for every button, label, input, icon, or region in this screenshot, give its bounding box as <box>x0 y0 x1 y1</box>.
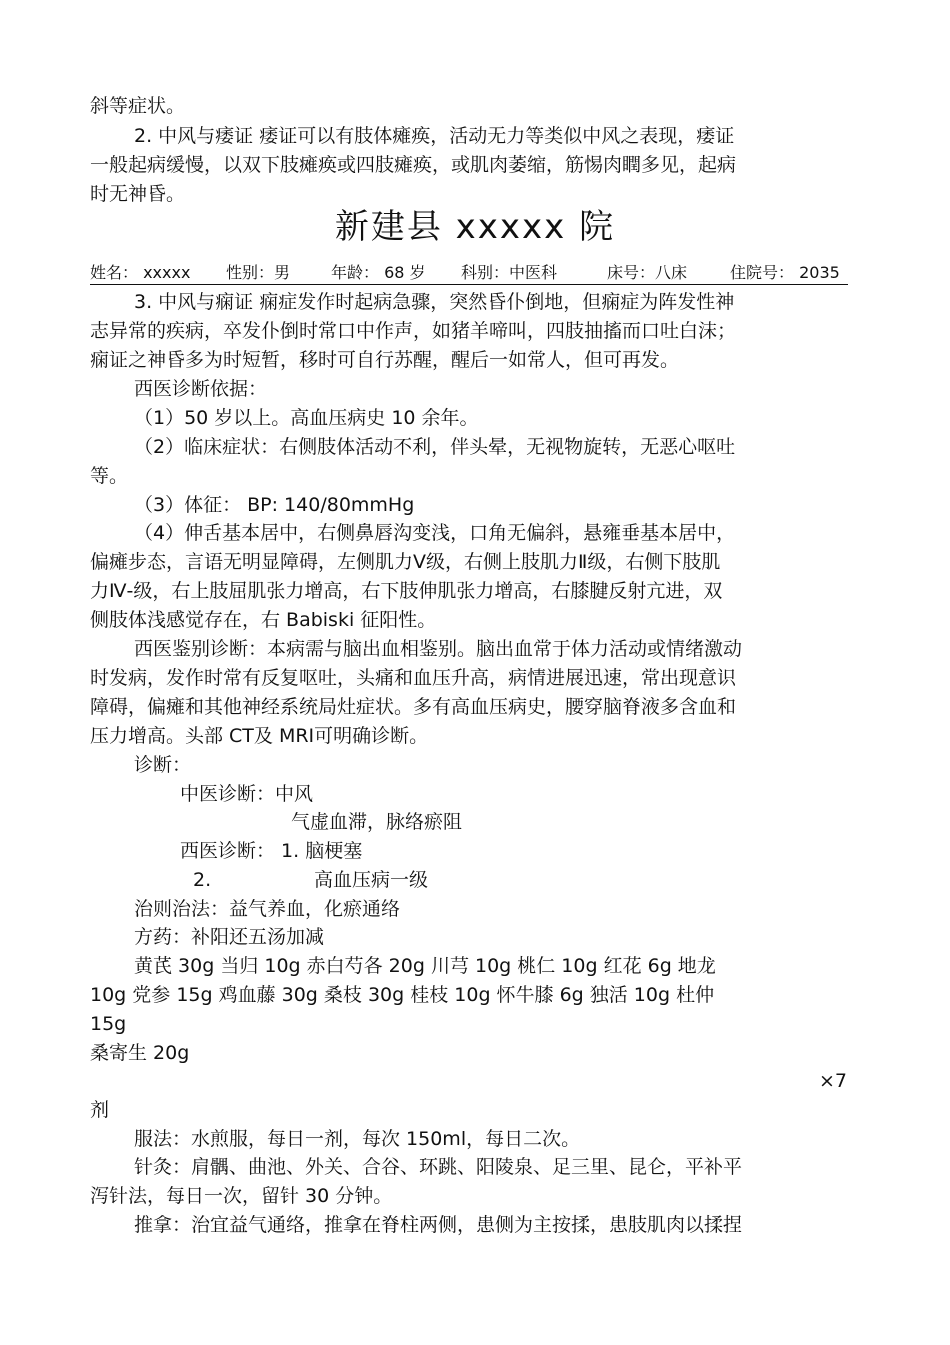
text-line: 中医诊断：中风 <box>180 783 314 805</box>
text-line: 3. 中风与痫证 痫症发作时起病急骤，突然昏仆倒地，但痫症为阵发性神 <box>134 291 735 313</box>
text-line: 针灸：肩髃、曲池、外关、合谷、环跳、阳陵泉、足三里、昆仑，平补平 <box>134 1156 743 1178</box>
text-line: 障碍，偏瘫和其他神经系统局灶症状。多有高血压病史，腰穿脑脊液多含血和 <box>90 696 737 718</box>
text-line: 桑寄生 20g <box>90 1042 190 1064</box>
text-line: 15g <box>90 1013 127 1035</box>
patient-name: 姓名： xxxxx <box>90 263 191 282</box>
text-line: 方药：补阳还五汤加减 <box>134 926 325 948</box>
text-line: 西医诊断： 1. 脑梗塞 <box>180 840 363 862</box>
text-line: （1）50 岁以上。高血压病史 10 余年。 <box>134 407 479 429</box>
text-line: 西医诊断依据： <box>134 378 268 400</box>
patient-info-row <box>90 262 848 285</box>
text-line: 等。 <box>90 465 129 487</box>
text-line: 力Ⅳ-级，右上肢屈肌张力增高，右下肢伸肌张力增高，右膝腱反射亢进，双 <box>90 580 723 602</box>
text-line: （4）伸舌基本居中，右侧鼻唇沟变浅，口角无偏斜，悬雍垂基本居中， <box>134 522 736 544</box>
text-line: 西医鉴别诊断：本病需与脑出血相鉴别。脑出血常于体力活动或情绪激动 <box>134 638 743 660</box>
text-line: 剂 <box>90 1099 110 1121</box>
text-line: 泻针法，每日一次，留针 30 分钟。 <box>90 1185 393 1207</box>
text-line: 黄芪 30g 当归 10g 赤白芍各 20g 川芎 10g 桃仁 10g 红花 6g 地龙 <box>134 955 716 977</box>
text-line: 痫证之神昏多为时短暂，移时可自行苏醒，醒后一如常人，但可再发。 <box>90 349 680 371</box>
text-line: 一般起病缓慢，以双下肢瘫痪或四肢瘫痪，或肌肉萎缩，筋惕肉瞤多见，起病 <box>90 154 737 176</box>
patient-bed: 床号：八床 <box>607 263 688 282</box>
patient-age: 年龄： 68 岁 <box>331 263 426 282</box>
text-line: 志异常的疾病，卒发仆倒时常口中作声，如猪羊啼叫，四肢抽搐而口吐白沫； <box>90 320 737 342</box>
text-line: 服法：水煎服，每日一剂，每次 150ml，每日二次。 <box>134 1128 581 1150</box>
patient-sex: 性别：男 <box>226 263 291 282</box>
text-line: （2）临床症状：右侧肢体活动不利，伴头晕，无视物旋转，无恶心呕吐 <box>134 436 736 458</box>
text-line: 偏瘫步态，言语无明显障碍，左侧肌力Ⅴ级，右侧上肢肌力Ⅱ级，右侧下肢肌 <box>90 551 721 573</box>
text-line: 气虚血滞，脉络瘀阻 <box>291 811 463 833</box>
hospital-title: 新建县 xxxxx 院 <box>334 207 616 247</box>
text-line: 诊断： <box>134 754 192 776</box>
patient-dept: 科别：中医科 <box>461 263 558 282</box>
text-line: ×7 <box>819 1070 848 1092</box>
text-line: 时发病，发作时常有反复呕吐，头痛和血压升高，病情进展迅速，常出现意识 <box>90 667 737 689</box>
text-line: 时无神昏。 <box>90 183 186 205</box>
text-line: （3）体征： BP: 140/80mmHg <box>134 494 415 516</box>
text-line: 侧肢体浅感觉存在，右 Babiski 征阳性。 <box>90 609 437 631</box>
text-line: 10g 党参 15g 鸡血藤 30g 桑枝 30g 桂枝 10g 怀牛膝 6g 独活 10g 杜仲 <box>90 984 715 1006</box>
text-line: 2. <box>193 869 212 891</box>
admission-number: 住院号： 2035 <box>730 263 840 282</box>
text-line: 治则治法：益气养血，化瘀通络 <box>134 898 401 920</box>
text-line: 推拿：治宜益气通络，推拿在脊柱两侧，患侧为主按揉，患肢肌肉以揉捏 <box>134 1214 743 1236</box>
text-line: 压力增高。头部 CT及 MRI可明确诊断。 <box>90 725 429 747</box>
text-line: 斜等症状。 <box>90 95 186 117</box>
text-line: 高血压病一级 <box>314 869 429 891</box>
text-line: 2. 中风与痿证 痿证可以有肢体瘫痪，活动无力等类似中风之表现，痿证 <box>134 125 735 147</box>
